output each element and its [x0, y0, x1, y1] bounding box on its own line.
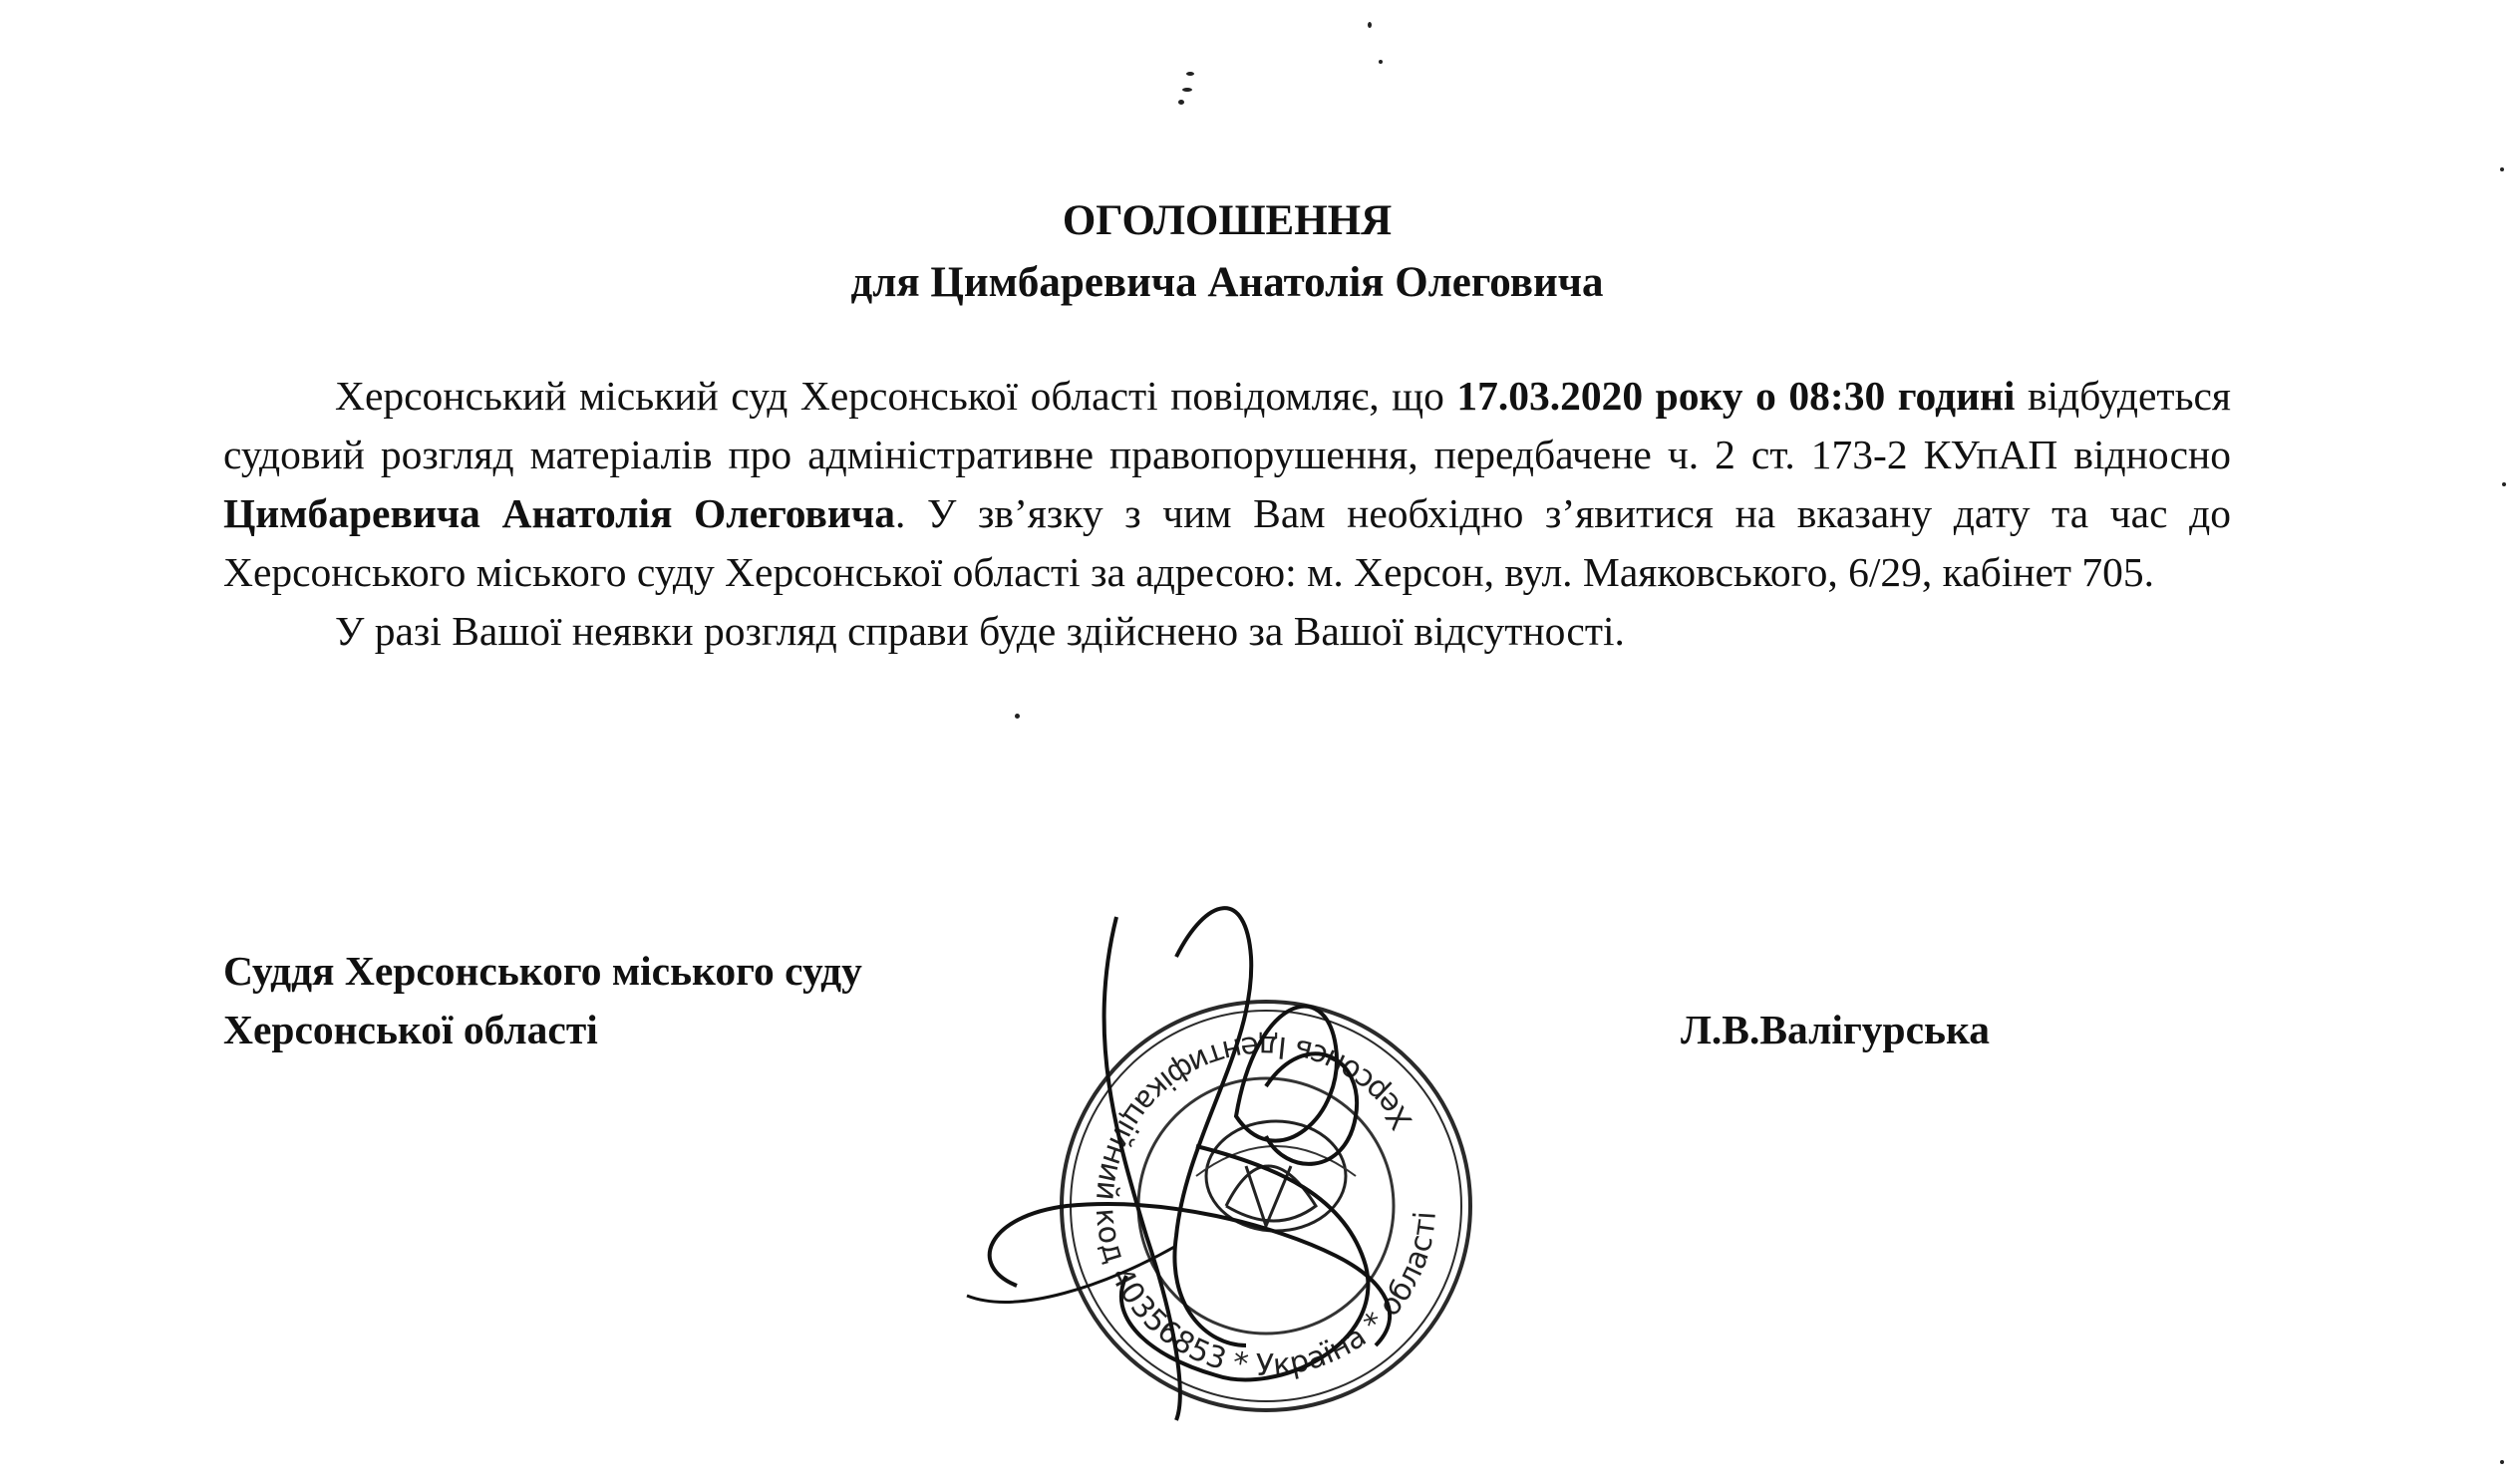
scan-speck — [2500, 167, 2504, 171]
judge-position — [223, 942, 862, 1059]
defendant-name: Цимбаревича Анатолія Олеговича — [223, 490, 896, 536]
scan-speck — [1015, 714, 1020, 719]
paragraph-text: відбудеться судовий розгляд матеріалів про адміністративне правопорушення, передбачене ч. 2 ст. 173-2 КУпАП відносно — [223, 373, 2232, 477]
court-seal-icon — [947, 877, 1585, 1435]
scan-speck — [1182, 88, 1192, 92]
notice-subtitle: для Цимбаревича Анатолія Олеговича — [850, 259, 1604, 306]
hearing-datetime: 17.03.2020 року о 08:30 годині — [1456, 373, 2016, 419]
svg-text:Херсонсь Ідентифікаційний код: Херсонсь Ідентифікаційний код 40356853 * Україна * області — [1088, 1028, 1443, 1384]
judge-position-line: Херсонської області — [223, 1007, 598, 1052]
notice-paragraph-absence: У разі Вашої неявки розгляд справи буде здійснено за Вашої відсутності. — [335, 608, 1625, 654]
notice-body — [223, 367, 2231, 661]
paragraph-text: . У зв’язку з чим Вам необхідно з’явитися на вказану дату та час до Херсонського міського суду Херсонської області за адресою: м. Херсон, вул. Маяковського, 6/29, кабінет 705. — [223, 490, 2231, 595]
notice-paragraph-main — [223, 367, 2231, 602]
judge-position-line: Суддя Херсонського міського суду — [223, 948, 862, 994]
paragraph-text: Херсонський міський суд Херсонської області повідомляє, що — [335, 373, 1457, 419]
scan-speck — [2502, 482, 2506, 486]
notice-title: ОГОЛОШЕННЯ — [1062, 197, 1393, 244]
scan-speck — [1178, 100, 1184, 105]
scan-speck — [1379, 60, 1383, 64]
scan-speck — [2500, 1460, 2504, 1464]
scan-speck — [1368, 22, 1372, 28]
judge-name: Л.В.Валігурська — [1681, 1007, 1991, 1052]
scan-speck — [1186, 72, 1194, 76]
